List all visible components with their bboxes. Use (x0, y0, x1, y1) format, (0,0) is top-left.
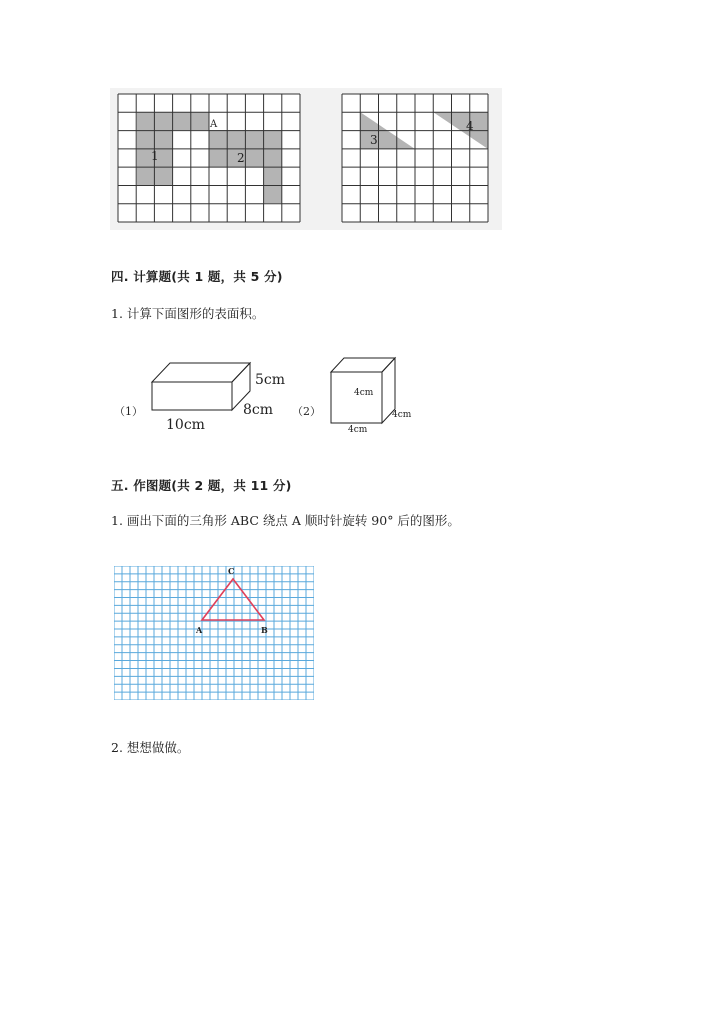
section-4-title: 四. 计算题(共 1 题，共 5 分) (111, 269, 283, 284)
shape-4-label: 4 (466, 119, 474, 133)
point-a-label: A (210, 119, 218, 130)
cuboid-height-label: 5cm (255, 372, 286, 388)
section-5-question-1: 1. 画出下面的三角形 ABC 绕点 A 顺时针旋转 90° 后的图形。 (111, 513, 460, 528)
shape-1-label: 1 (151, 149, 159, 163)
right-grid (342, 94, 488, 222)
section-5-question-2: 2. 想想做做。 (111, 740, 190, 755)
rotation-grid (114, 566, 314, 700)
cube-depth-label: 4cm (392, 410, 412, 420)
cube-width-label: 4cm (348, 425, 368, 435)
vertex-c-label: C (228, 566, 235, 576)
left-grid (118, 94, 300, 222)
vertex-b-label: B (261, 625, 268, 635)
section-4-question-1: 1. 计算下面图形的表面积。 (111, 306, 265, 321)
section-5-title: 五. 作图题(共 2 题，共 11 分) (111, 478, 292, 493)
vertex-a-label: A (196, 625, 203, 635)
surface-area-figures (110, 350, 430, 440)
cube-label: （2） (292, 405, 321, 418)
shape-3-label: 3 (370, 133, 378, 147)
cube-height-label: 4cm (354, 388, 374, 398)
grid-figures (110, 88, 502, 230)
cuboid-length-label: 10cm (166, 417, 205, 433)
cuboid (152, 363, 250, 410)
cuboid-label: （1） (114, 405, 143, 418)
cuboid-width-label: 8cm (243, 402, 274, 418)
shape-2-label: 2 (237, 151, 245, 165)
